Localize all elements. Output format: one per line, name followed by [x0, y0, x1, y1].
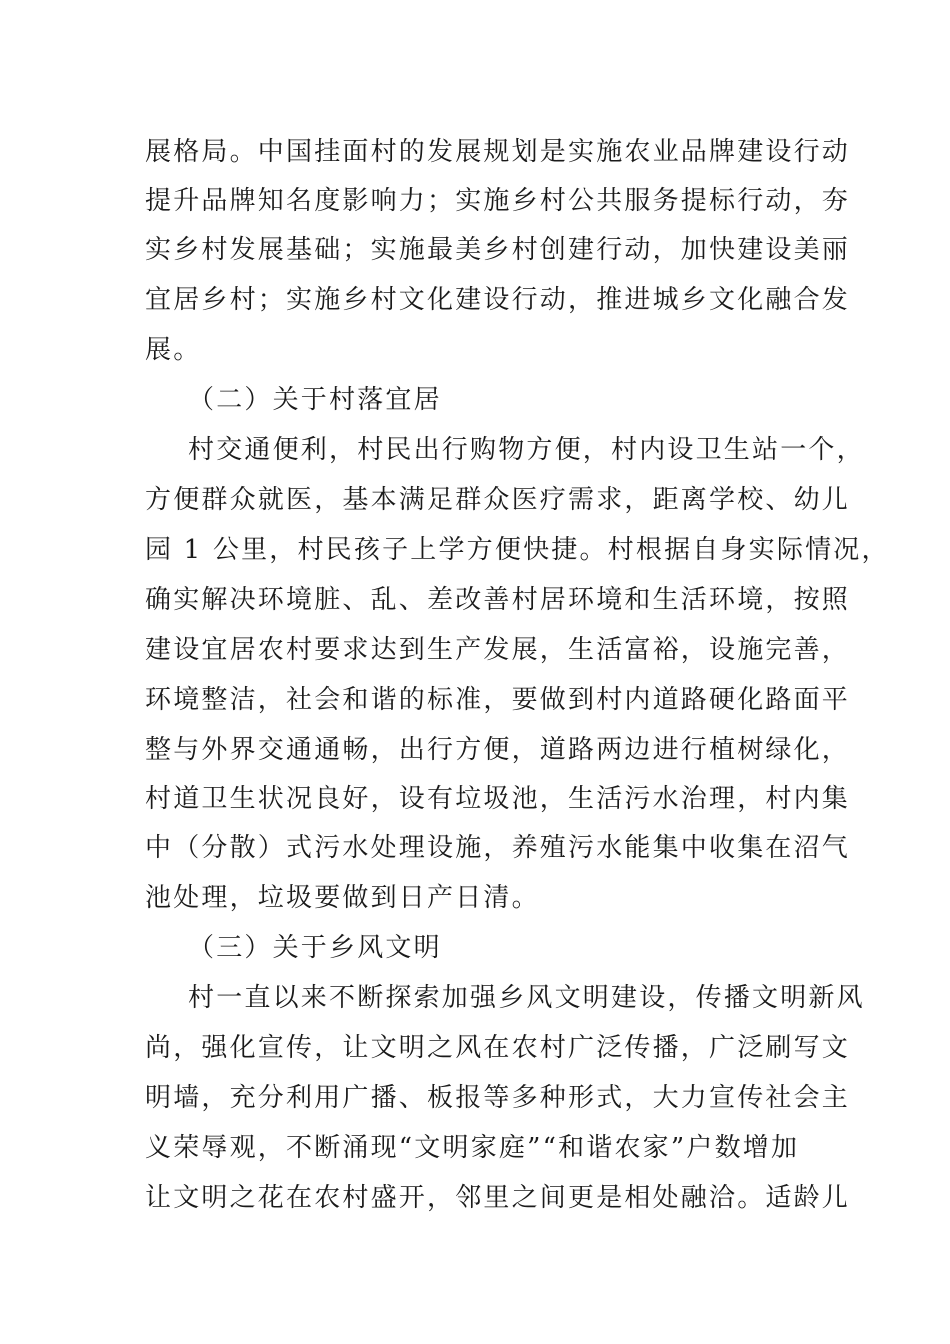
section-heading: （三）关于乡风文明: [188, 933, 442, 963]
section-heading: （二）关于村落宜居: [188, 385, 442, 415]
text-line: 池处理，垃圾要做到日产日清。: [145, 883, 540, 913]
text-line: 建设宜居农村要求达到生产发展，生活富裕，设施完善，: [145, 635, 851, 665]
text-line: 中（分散）式污水处理设施，养殖污水能集中收集在沼气: [145, 833, 851, 863]
text-line: 展。: [145, 335, 202, 365]
text-line: 宜居乡村；实施乡村文化建设行动，推进城乡文化融合发: [145, 285, 851, 315]
text-line: 园 1 公里，村民孩子上学方便快捷。村根据自身实际情况，: [145, 535, 890, 565]
text-line: 整与外界交通通畅，出行方便，道路两边进行植树绿化，: [145, 735, 851, 765]
text-line: 尚，强化宣传，让文明之风在农村广泛传播，广泛刷写文: [145, 1033, 851, 1063]
text-line: 环境整洁，社会和谐的标准，要做到村内道路硬化路面平: [145, 685, 851, 715]
text-line: 方便群众就医，基本满足群众医疗需求，距离学校、幼儿: [145, 485, 851, 515]
text-line: 确实解决环境脏、乱、差改善村居环境和生活环境，按照: [145, 585, 851, 615]
text-line: 村道卫生状况良好，设有垃圾池，生活污水治理，村内集: [145, 784, 851, 814]
text-line: 让文明之花在农村盛开，邻里之间更是相处融洽。适龄儿: [145, 1183, 851, 1213]
text-line: 村交通便利，村民出行购物方便，村内设卫生站一个，: [188, 435, 865, 465]
text-line: 提升品牌知名度影响力；实施乡村公共服务提标行动，夯: [145, 186, 851, 216]
text-line: 展格局。中国挂面村的发展规划是实施农业品牌建设行动: [145, 137, 851, 167]
text-line: 义荣辱观，不断涌现“文明家庭”“和谐农家”户数增加: [145, 1133, 800, 1163]
text-line: 实乡村发展基础；实施最美乡村创建行动，加快建设美丽: [145, 235, 851, 265]
text-line: 明墙，充分利用广播、板报等多种形式，大力宣传社会主: [145, 1083, 851, 1113]
text-line: 村一直以来不断探索加强乡风文明建设，传播文明新风: [188, 983, 865, 1013]
